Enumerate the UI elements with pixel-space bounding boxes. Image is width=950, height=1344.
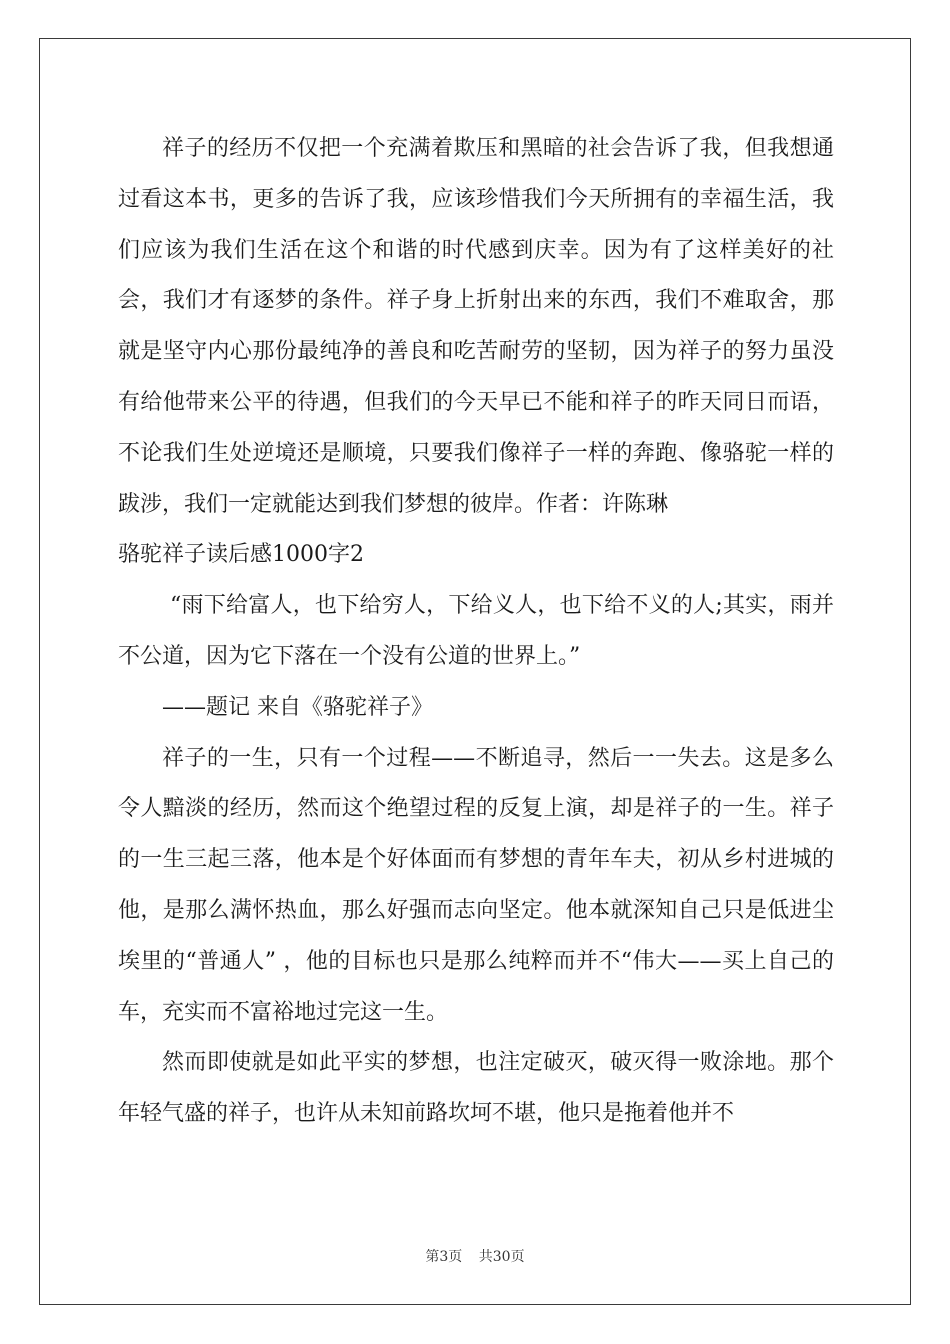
paragraph-intro: 祥子的经历不仅把一个充满着欺压和黑暗的社会告诉了我，但我想通过看这本书，更多的告诉了我，应该珍惜我们今天所拥有的幸福生活，我们应该为我们生活在这个和谐的时代感到庆幸。因为有了这样美好的社会，我们才有逐梦的条件。祥子身上折射出来的东西，我们不难取舍，那就是坚守内心那份最纯净的善良和吃苦耐劳的坚韧，因为祥子的努力虽没有给他带来公平的待遇，但我们的今天早已不能和祥子的昨天同日而语，不论我们生处逆境还是顺境，只要我们像祥子一样的奔跑、像骆驼一样的跋涉，我们一定就能达到我们梦想的彼岸。作者：许陈琳: [118, 136, 834, 517]
page-footer: [0, 1246, 950, 1266]
section-heading: 骆驼祥子读后感1000字2: [118, 542, 364, 568]
page-number: 第3页: [425, 1249, 463, 1265]
epigraph-attribution: ——题记 来自《骆驼祥子》: [162, 694, 433, 720]
paragraph-body-2: 然而即使就是如此平实的梦想，也注定破灭，破灭得一败涂地。那个年轻气盛的祥子，也许从未知前路坎坷不堪，他只是拖着他并不: [118, 1050, 834, 1127]
document-body: [118, 124, 834, 1140]
epigraph-quote: “雨下给富人，也下给穷人，下给义人，也下给不义的人;其实，雨并不公道，因为它下落在一个没有公道的世界上。”: [118, 593, 834, 669]
page-total: 共30页: [478, 1249, 525, 1265]
paragraph-body-1: 祥子的一生，只有一个过程——不断追寻，然后一一失去。这是多么令人黯淡的经历，然而这个绝望过程的反复上演，却是祥子的一生。祥子的一生三起三落，他本是个好体面而有梦想的青年车夫，初从乡村进城的他，是那么满怀热血，那么好强而志向坚定。他本就深知自己只是低进尘埃里的“普通人” ，他的目标也只是那么纯粹而并不“伟大——买上自己的车，充实而不富裕地过完这一生。: [118, 745, 834, 1025]
